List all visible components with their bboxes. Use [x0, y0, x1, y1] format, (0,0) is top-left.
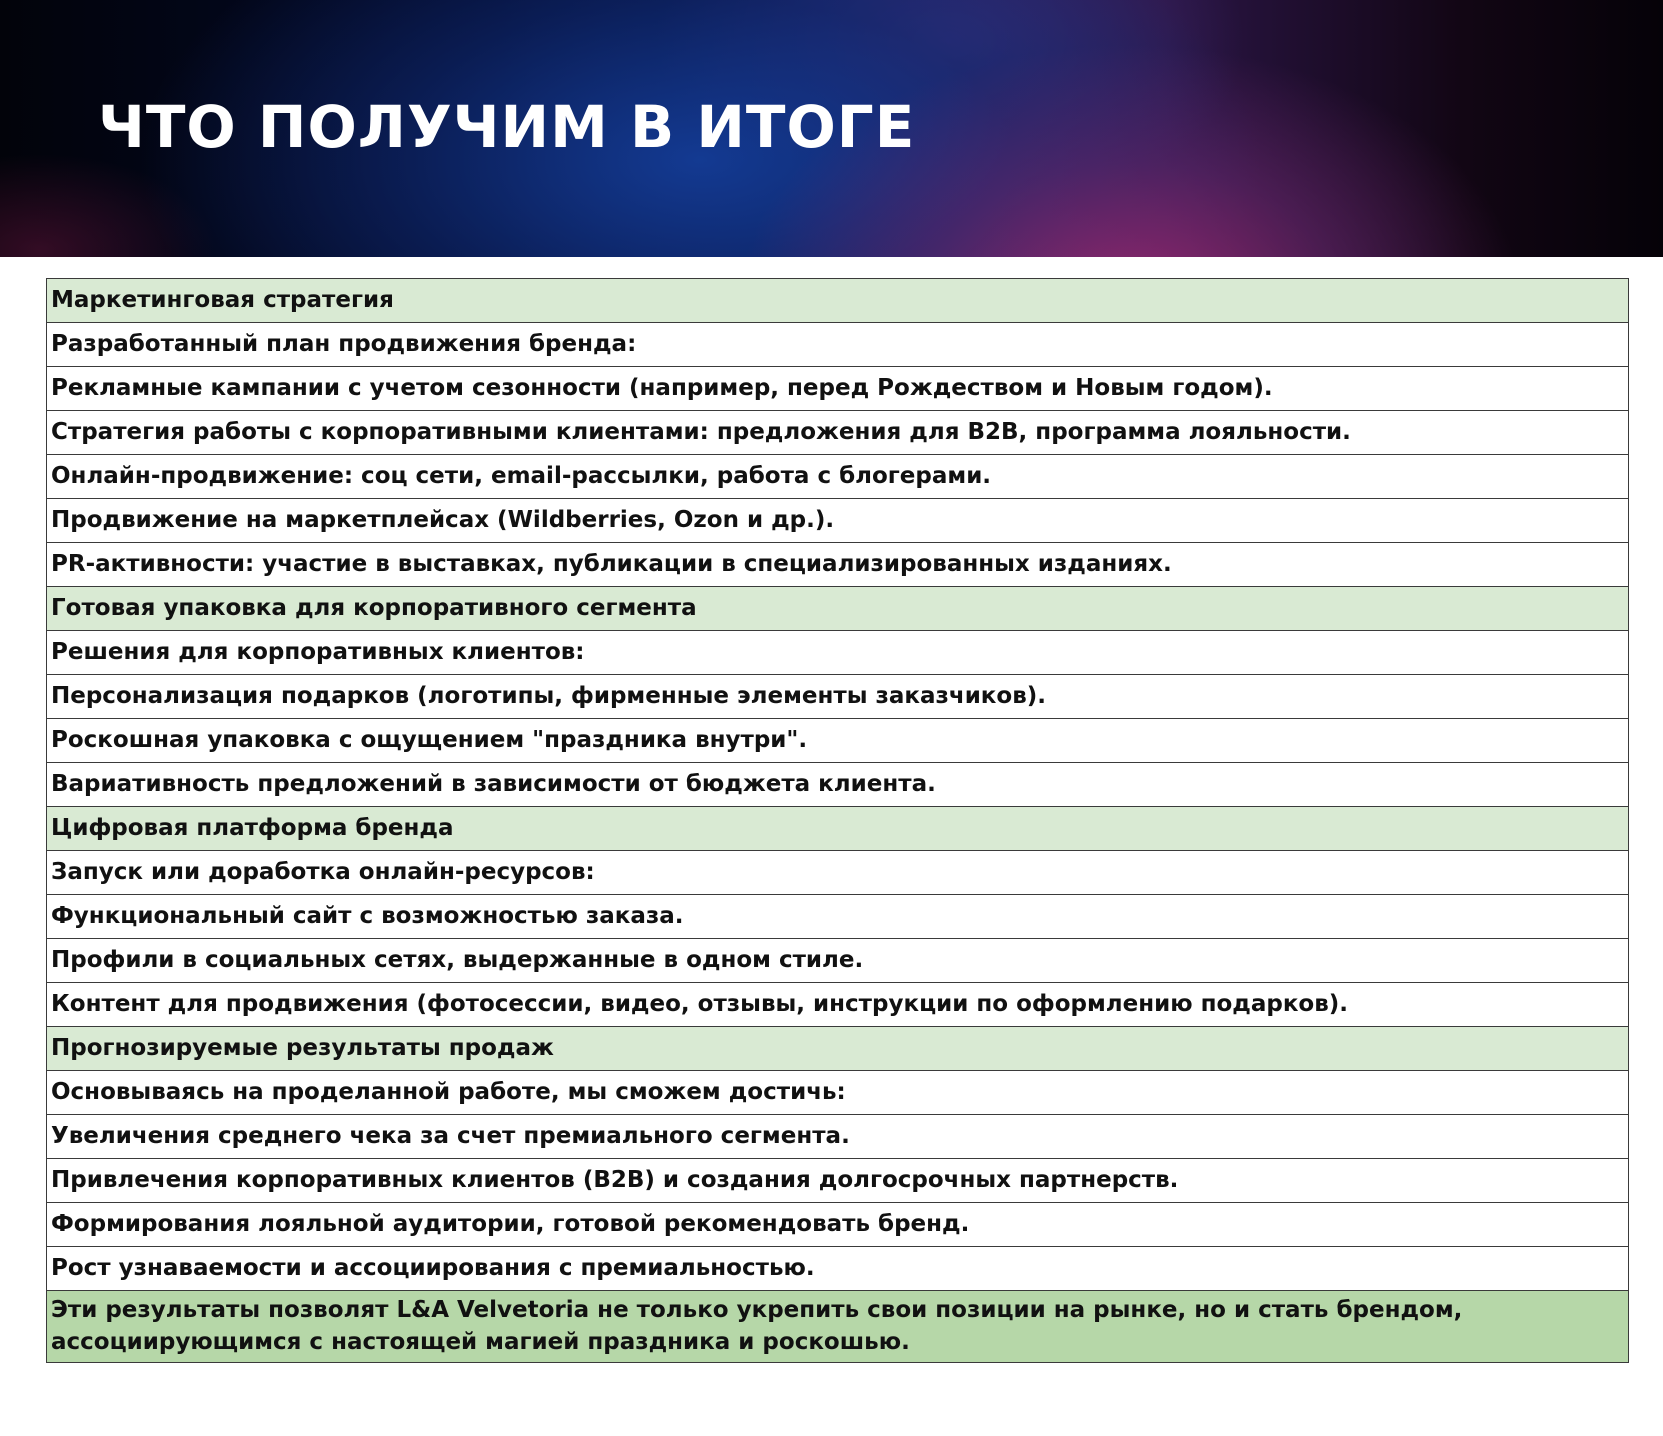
row-text: Профили в социальных сетях, выдержанные в одном стиле. [47, 939, 1629, 983]
row-text: Стратегия работы с корпоративными клиентами: предложения для B2B, программа лояльности. [47, 411, 1629, 455]
row-text: Привлечения корпоративных клиентов (B2B) и создания долгосрочных партнерств. [47, 1159, 1629, 1203]
section-row [47, 587, 1629, 631]
row-text: Цифровая платформа бренда [47, 807, 1629, 851]
item-row [47, 323, 1629, 367]
item-row [47, 499, 1629, 543]
page-title: ЧТО ПОЛУЧИМ В ИТОГЕ [98, 93, 916, 161]
item-row [47, 763, 1629, 807]
item-row [47, 631, 1629, 675]
row-text: PR-активности: участие в выставках, публикации в специализированных изданиях. [47, 543, 1629, 587]
row-text: Запуск или доработка онлайн-ресурсов: [47, 851, 1629, 895]
section-row [47, 807, 1629, 851]
row-text: Прогнозируемые результаты продаж [47, 1027, 1629, 1071]
row-text: Увеличения среднего чека за счет премиального сегмента. [47, 1115, 1629, 1159]
row-text: Маркетинговая стратегия [47, 279, 1629, 323]
results-table-body [47, 279, 1629, 1363]
conclusion-row [47, 1291, 1629, 1363]
row-text: Разработанный план продвижения бренда: [47, 323, 1629, 367]
row-text: Функциональный сайт с возможностью заказа. [47, 895, 1629, 939]
row-text: Контент для продвижения (фотосессии, видео, отзывы, инструкции по оформлению подарков). [47, 983, 1629, 1027]
results-table [46, 278, 1629, 1363]
item-row [47, 719, 1629, 763]
item-row [47, 367, 1629, 411]
row-text: Рост узнаваемости и ассоциирования с премиальностью. [47, 1247, 1629, 1291]
item-row [47, 1203, 1629, 1247]
item-row [47, 455, 1629, 499]
item-row [47, 543, 1629, 587]
item-row [47, 411, 1629, 455]
row-text: Рекламные кампании с учетом сезонности (например, перед Рождеством и Новым годом). [47, 367, 1629, 411]
row-text: Роскошная упаковка с ощущением "праздника внутри". [47, 719, 1629, 763]
row-text: Формирования лояльной аудитории, готовой рекомендовать бренд. [47, 1203, 1629, 1247]
row-text: Вариативность предложений в зависимости от бюджета клиента. [47, 763, 1629, 807]
item-row [47, 1115, 1629, 1159]
item-row [47, 675, 1629, 719]
row-text: Эти результаты позволят L&A Velvetoria не только укрепить свои позиции на рынке, но и стать брендом, ассоциирующимся с настоящей магией праздника и роскошью. [47, 1291, 1629, 1363]
row-text: Онлайн-продвижение: соц сети, email-рассылки, работа с блогерами. [47, 455, 1629, 499]
row-text: Готовая упаковка для корпоративного сегмента [47, 587, 1629, 631]
row-text: Персонализация подарков (логотипы, фирменные элементы заказчиков). [47, 675, 1629, 719]
section-row [47, 279, 1629, 323]
item-row [47, 851, 1629, 895]
item-row [47, 1071, 1629, 1115]
row-text: Продвижение на маркетплейсах (Wildberries, Ozon и др.). [47, 499, 1629, 543]
item-row [47, 895, 1629, 939]
header-banner [0, 0, 1663, 257]
item-row [47, 983, 1629, 1027]
item-row [47, 1159, 1629, 1203]
section-row [47, 1027, 1629, 1071]
item-row [47, 1247, 1629, 1291]
row-text: Основываясь на проделанной работе, мы сможем достичь: [47, 1071, 1629, 1115]
row-text: Решения для корпоративных клиентов: [47, 631, 1629, 675]
item-row [47, 939, 1629, 983]
